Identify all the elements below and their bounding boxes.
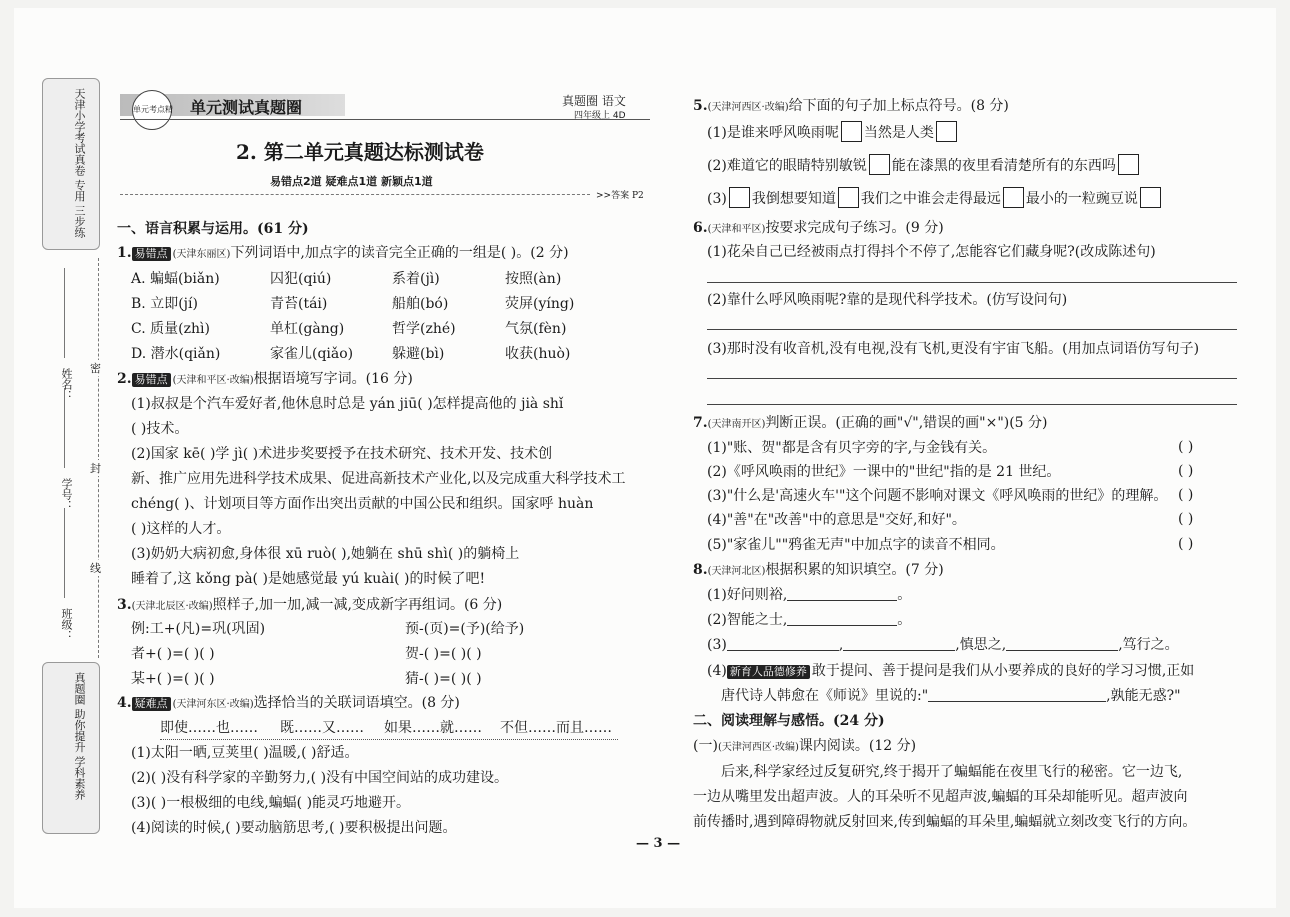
q5-stem [693, 97, 1009, 117]
id-label: 学号： [60, 478, 73, 511]
q3-row3-2: 猜-( )=( )( ) [405, 671, 482, 687]
q3-row3-1: 某+( )=( )( ) [131, 671, 215, 687]
q1-b-3: 船舶(bó) [392, 296, 449, 312]
q1-c-1: C. 质量(zhì) [131, 321, 210, 337]
banner-title: 单元测试真题圈 [190, 98, 303, 117]
q2-line-6: ( )这样的人才。 [131, 521, 231, 537]
q1-d-2: 家雀儿(qiǎo) [270, 346, 354, 362]
q3-stem [117, 596, 502, 616]
q4-option-3: 如果……就…… [384, 720, 482, 736]
class-label: 班级： [60, 608, 73, 641]
punct-box[interactable] [729, 187, 750, 208]
q1-d-3: 躲避(bì) [392, 346, 445, 362]
q4-option-4: 不但……而且…… [500, 720, 612, 736]
seal-line [98, 258, 99, 658]
q4-option-2: 既……又…… [280, 720, 364, 736]
q1-a-4: 按照(àn) [505, 271, 562, 287]
q2-tag: 易错点 [132, 373, 171, 387]
q3-row2-1: 者+( )=( )( ) [131, 646, 215, 662]
q2-line-8: 睡着了,这 kǒng pà( )是她感觉最 yú kuài( )的时候了吧! [131, 571, 486, 587]
q1-a-1: A. 蝙蝠(biǎn) [131, 271, 220, 287]
punct-box[interactable] [841, 121, 862, 142]
q1-text: 下列词语中,加点字的读音完全正确的一组是( )。(2 分) [230, 245, 569, 261]
q8-l3b: ,慎思之, [955, 637, 1007, 653]
q1-num: 1. [117, 245, 132, 261]
q7-item-3: (3)"什么是'高速火车'"这个问题不影响对课文《呼风唤雨的世纪》的理解。 [707, 488, 1168, 504]
reading-head-num: (一) [693, 738, 718, 754]
q4-num: 4. [117, 695, 132, 711]
punct-box[interactable] [936, 121, 957, 142]
q3-src: (天津北辰区·改编) [131, 601, 213, 612]
grade-label: 四年级上 4D [574, 111, 626, 121]
q2-line-1: (1)叔叔是个汽车爱好者,他休息时总是 yán jiū( )怎样提高他的 jià shǐ [131, 396, 564, 412]
q6-line-1: (1)花朵自己已经被雨点打得抖个不停了,怎能容它们藏身呢?(改成陈述句) [707, 244, 1156, 260]
q5-line-2 [707, 154, 1141, 175]
fill-blank[interactable] [928, 701, 1106, 702]
fill-blank[interactable] [727, 650, 839, 651]
q5-l3c: 我们之中谁会走得最远 [860, 191, 1001, 207]
q3-row2-2: 贺-( )=( )( ) [405, 646, 482, 662]
q6-src: (天津和平区) [707, 224, 766, 235]
q8-line-3: (3) , ,慎思之, ,笃行之。 [707, 637, 1179, 653]
q5-num: 5. [693, 98, 708, 114]
q8-l4: (4) [707, 663, 727, 679]
q8-l4b: 敢于提问、善于提问是我们从小要养成的良好的学习习惯,正如 [811, 663, 1195, 679]
q5-text: 给下面的句子加上标点符号。(8 分) [788, 98, 1009, 114]
q7-item-2: (2)《呼风唤雨的世纪》一课中的"世纪"指的是 21 世纪。 [707, 464, 1061, 480]
q7-answer-paren[interactable]: ( ) [1178, 463, 1194, 479]
q5-l2b: 能在漆黑的夜里看清楚所有的东西吗 [891, 158, 1116, 174]
q8-l4c: 唐代诗人韩愈在《师说》里说的:" [721, 688, 929, 704]
id-line [64, 388, 65, 468]
section-2-heading: 二、阅读理解与感悟。(24 分) [693, 713, 885, 729]
name-label: 姓名： [60, 368, 73, 401]
q4-line-1: (1)太阳一晒,豆荚里( )温暖,( )舒适。 [131, 745, 359, 761]
side-badge-top-text: 天津小学考试真卷 专用 三步练 [73, 88, 86, 238]
fill-blank[interactable] [843, 650, 955, 651]
fill-blank[interactable] [1006, 650, 1118, 651]
q1-c-2: 单杠(gàng) [270, 321, 345, 337]
reading-head [693, 737, 916, 757]
q1-src: (天津东丽区) [172, 249, 231, 260]
q3-example-1: 例:工+(凡)=巩(巩固) [131, 621, 266, 637]
punct-box[interactable] [869, 154, 890, 175]
q1-b-1: B. 立即(jí) [131, 296, 198, 312]
seal-char-2: 封 [90, 462, 101, 475]
class-line [64, 508, 65, 598]
q8-period: 。 [897, 612, 912, 628]
q8-line-2 [707, 611, 911, 629]
q7-stem [693, 414, 1048, 434]
q4-tag: 疑难点 [132, 697, 171, 711]
q3-example-2: 预-(页)=(予)(给予) [405, 621, 525, 637]
answer-ref: >>答案 P2 [596, 191, 644, 201]
q6-line-3: (3)那时没有收音机,没有电视,没有飞机,更没有宇宙飞船。(用加点词语仿写句子) [707, 341, 1200, 357]
q6-answer-line-4[interactable] [707, 404, 1237, 405]
q7-answer-paren[interactable]: ( ) [1178, 487, 1194, 503]
q5-l3b: 我倒想要知道 [751, 191, 836, 207]
q8-num: 8. [693, 562, 708, 578]
q1-a-3: 系着(jì) [392, 271, 440, 287]
q5-line-3 [707, 187, 1163, 208]
q5-l2a: (2)难道它的眼睛特别敏锐 [707, 158, 867, 174]
q3-num: 3. [117, 597, 132, 613]
q4-line-3: (3)( )一根极细的电线,蝙蝠( )能灵巧地避开。 [131, 795, 411, 811]
header-rule [120, 119, 650, 120]
q7-answer-paren[interactable]: ( ) [1178, 536, 1194, 552]
q4-line-4: (4)阅读的时候,( )要动脑筋思考,( )要积极提出问题。 [131, 820, 457, 836]
q8-tag: 新育人品德修养 [727, 665, 810, 679]
name-line [64, 268, 65, 358]
fill-blank[interactable] [787, 600, 897, 601]
q5-l1a: (1)是谁来呼风唤雨呢 [707, 125, 839, 141]
worksheet-page [14, 8, 1276, 908]
q8-src: (天津河北区) [707, 566, 766, 577]
q8-text: 根据积累的知识填空。(7 分) [765, 562, 944, 578]
section-1-heading: 一、语言积累与运用。(61 分) [117, 221, 309, 237]
q7-text: 判断正误。(正确的画"√",错误的画"×")(5 分) [765, 415, 1048, 431]
q4-text: 选择恰当的关联词语填空。(8 分) [253, 695, 460, 711]
q1-d-1: D. 潜水(qiǎn) [131, 346, 221, 362]
q8-l4d: ,孰能无惑?" [1106, 688, 1181, 704]
q1-tag: 易错点 [132, 247, 171, 261]
reading-para-1: 后来,科学家经过反复研究,终于揭开了蝙蝠能在夜里飞行的秘密。它一边飞, [721, 764, 1183, 780]
q6-line-2: (2)靠什么呼风唤雨呢?靠的是现代科学技术。(仿写设问句) [707, 292, 1068, 308]
reading-src: (天津河西区·改编) [717, 742, 799, 753]
q7-item-4: (4)"善"在"改善"中的意思是"交好,和好"。 [707, 512, 966, 528]
q6-text: 按要求完成句子练习。(9 分) [765, 220, 944, 236]
q8-l3c: ,笃行之。 [1118, 637, 1179, 653]
q5-line-1 [707, 121, 959, 142]
q4-src: (天津河东区·改编) [172, 699, 254, 710]
q7-answer-paren[interactable]: ( ) [1178, 511, 1194, 527]
q5-l3d: 最小的一粒豌豆说 [1025, 191, 1138, 207]
q1-b-2: 青苔(tái) [270, 296, 328, 312]
q8-line-4 [707, 662, 1194, 680]
page-title: 2. 第二单元真题达标测试卷 [236, 140, 484, 164]
q6-answer-line-3[interactable] [707, 378, 1237, 379]
q2-line-2: ( )技术。 [131, 421, 189, 437]
q7-src: (天津南开区) [707, 419, 766, 430]
seal-char-1: 密 [90, 362, 101, 375]
q1-c-3: 哲学(zhé) [392, 321, 456, 337]
reading-head-text: 课内阅读。(12 分) [798, 738, 917, 754]
q2-src: (天津和平区·改编) [172, 375, 254, 386]
q6-answer-line-1[interactable] [707, 282, 1237, 283]
seal-char-3: 线 [90, 562, 101, 575]
side-badge-bottom-text: 真题圈 助你提升 学科素养 [73, 672, 86, 800]
q7-num: 7. [693, 415, 708, 431]
punct-box[interactable] [1118, 154, 1139, 175]
q3-text: 照样子,加一加,减一减,变成新字再组词。(6 分) [212, 597, 503, 613]
q1-c-4: 气氛(fèn) [505, 321, 567, 337]
q5-l3a: (3) [707, 191, 727, 207]
q6-stem [693, 219, 944, 239]
q4-options-rule [160, 739, 618, 740]
q8-l2: (2)智能之士, [707, 612, 788, 628]
fill-blank[interactable] [787, 625, 897, 626]
q8-period: 。 [897, 587, 912, 603]
q4-option-1: 即使……也…… [160, 720, 258, 736]
q2-line-5: chéng( )、计划项目等方面作出突出贡献的中国公民和组织。国家呼 huàn [131, 496, 594, 512]
page-number: — 3 — [636, 836, 681, 851]
punct-box[interactable] [1140, 187, 1161, 208]
q6-answer-line-2[interactable] [707, 329, 1237, 330]
q4-stem [117, 694, 460, 714]
q8-line-5 [721, 687, 1181, 705]
q4-line-2: (2)( )没有科学家的辛勤努力,( )没有中国空间站的成功建设。 [131, 770, 509, 786]
q5-l1b: 当然是人类 [863, 125, 934, 141]
q2-line-3: (2)国家 kē( )学 jì( )术进步奖要授予在技术研究、技术开发、技术创 [131, 446, 553, 462]
mascot-icon: 单元考点精 [132, 90, 172, 130]
punct-box[interactable] [1003, 187, 1024, 208]
q1-stem [117, 244, 569, 264]
q2-line-7: (3)奶奶大病初愈,身体很 xū ruò( ),她躺在 shū shì( )的躺椅上 [131, 546, 520, 562]
q2-stem [117, 370, 413, 390]
q6-num: 6. [693, 220, 708, 236]
stats-line: 易错点2道 疑难点1道 新颖点1道 [270, 175, 433, 188]
q5-src: (天津河西区·改编) [707, 102, 789, 113]
dashed-rule [120, 194, 590, 195]
series-label: 真题圈 语文 [562, 94, 626, 108]
q2-text: 根据语境写字词。(16 分) [253, 371, 413, 387]
q7-answer-paren[interactable]: ( ) [1178, 439, 1194, 455]
q8-l3a: (3) [707, 637, 727, 653]
q8-line-1 [707, 586, 911, 604]
q8-stem [693, 561, 944, 581]
q1-d-4: 收获(huò) [505, 346, 571, 362]
q1-b-4: 荧屏(yíng) [505, 296, 575, 312]
punct-box[interactable] [838, 187, 859, 208]
q2-num: 2. [117, 371, 132, 387]
reading-para-3: 前传播时,遇到障碍物就反射回来,传到蝙蝠的耳朵里,蝙蝠就立刻改变飞行的方向。 [693, 814, 1197, 830]
q2-line-4: 新、推广应用先进科学技术成果、促进高新技术产业化,以及完成重大科学技术工 [131, 471, 626, 487]
q7-item-1: (1)"账、贺"都是含有贝字旁的字,与金钱有关。 [707, 440, 997, 456]
reading-para-2: 一边从嘴里发出超声波。人的耳朵听不见超声波,蝙蝠的耳朵却能听见。超声波向 [693, 789, 1188, 805]
q1-a-2: 囚犯(qiú) [270, 271, 332, 287]
q8-l1: (1)好问则裕, [707, 587, 788, 603]
q7-item-5: (5)"家雀儿""鸦雀无声"中加点字的读音不相同。 [707, 537, 1005, 553]
